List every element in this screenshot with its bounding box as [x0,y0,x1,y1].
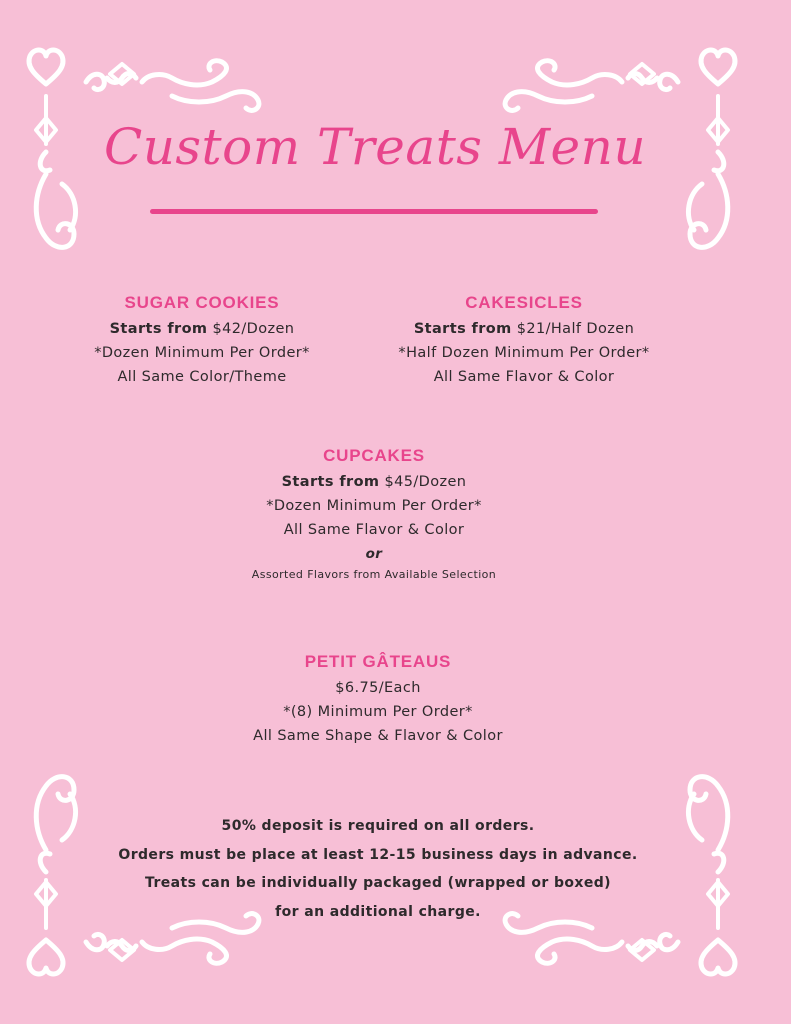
section-heading: PETIT GÂTEAUS [304,652,452,671]
detail-note: All Same Flavor & Color [433,369,615,385]
section-heading: CUPCAKES [323,446,425,465]
price-line [52,317,352,341]
starts-label: Starts from [413,321,512,337]
section-heading: CAKESICLES [465,293,583,312]
terms-line: Treats can be individually packaged (wrapped or boxed) [145,875,611,891]
title-underline [150,209,598,214]
price: $6.75/Each [335,680,421,696]
price: $45/Dozen [384,474,467,490]
starts-label: Starts from [109,321,208,337]
alternative-note: Assorted Flavors from Available Selection [251,568,497,581]
petit-gateaus-section [194,650,562,748]
cupcakes-section [194,444,554,584]
minimum-note: *(8) Minimum Per Order* [283,704,473,720]
section-heading: SUGAR COOKIES [124,293,280,312]
minimum-note: *Dozen Minimum Per Order* [94,345,310,361]
detail-note: All Same Color/Theme [117,369,287,385]
price-line [194,470,554,494]
page-title: Custom Treats Menu [103,118,647,176]
terms-line: for an additional charge. [275,903,481,920]
order-terms [0,812,756,926]
minimum-note: *Half Dozen Minimum Per Order* [398,345,650,361]
sugar-cookies-section [52,291,352,389]
price-line [364,317,684,341]
cakesicles-section [364,291,684,389]
terms-line: 50% deposit is required on all orders. [221,818,535,834]
minimum-note: *Dozen Minimum Per Order* [266,498,482,514]
price: $21/Half Dozen [516,321,635,337]
or-separator: or [365,546,383,562]
terms-line: Orders must be place at least 12-15 business days in advance. [118,846,638,863]
detail-note: All Same Shape & Flavor & Color [253,728,503,744]
detail-note: All Same Flavor & Color [283,522,465,538]
starts-label: Starts from [281,474,380,490]
price: $42/Dozen [212,321,295,337]
